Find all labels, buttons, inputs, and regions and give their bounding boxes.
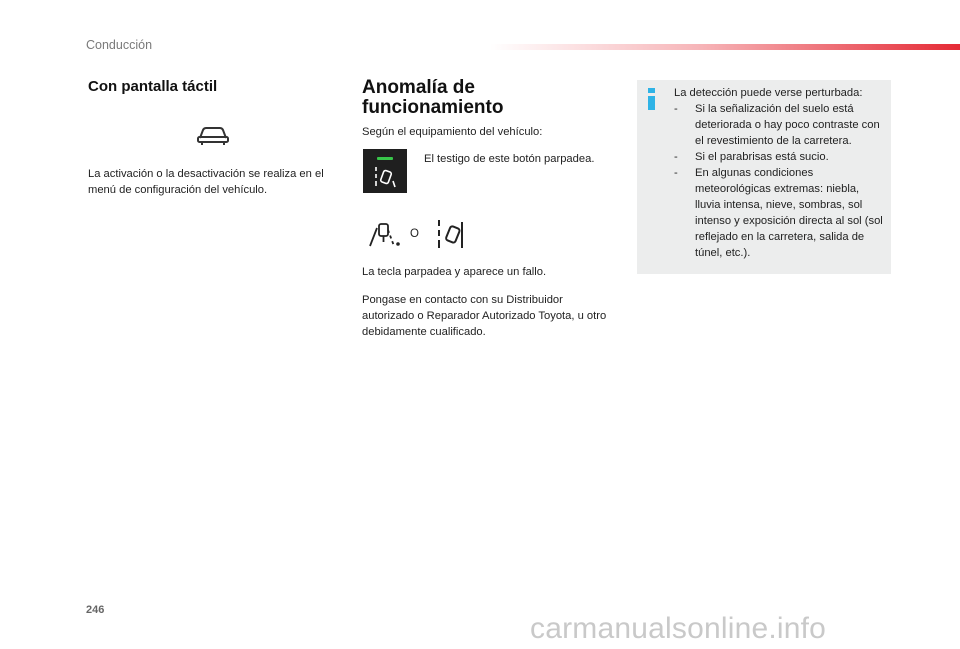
button-led (377, 157, 393, 160)
contact-text: Pongase en contacto con su Distribuidor autorizado o Reparador Autorizado Toyota, u otro debidamente cualificado. (362, 294, 607, 338)
info-intro: La detección puede verse perturbada: (674, 87, 863, 99)
info-note-box (637, 80, 891, 274)
lane-assist-button-image (363, 149, 407, 193)
lane-keep-fault-icon (436, 218, 468, 252)
touchscreen-section (88, 78, 346, 95)
touchscreen-text: La activación o la desactivación se realiza en el menú de configuración del vehículo. (88, 168, 324, 196)
equipment-intro: Según el equipamiento del vehículo: (362, 126, 543, 138)
lane-departure-warning-icon (368, 222, 402, 248)
button-blink-text: El testigo de este botón parpadea. (424, 153, 595, 165)
touchscreen-heading: Con pantalla táctil (88, 78, 218, 95)
fault-text: La tecla parpadea y aparece un fallo. (362, 266, 547, 278)
lane-keep-icon (373, 165, 397, 189)
info-list-item: - Si el parabrisas está sucio. (674, 149, 886, 165)
or-text: O (410, 228, 419, 240)
info-icon (647, 88, 656, 110)
header-accent-bar (490, 44, 960, 50)
watermark: carmanualsonline.info (530, 612, 827, 645)
section-title: Conducción (86, 38, 153, 52)
info-list (674, 101, 886, 261)
page-number: 246 (86, 604, 105, 616)
info-list-item: - En algunas condiciones meteorológicas extremas: niebla, lluvia intensa, nieve, sombras, sol intenso y exposición directa al sol (sol reflejado en la carretera, salida de túnel, etc.). (674, 165, 886, 261)
info-list-item: - Si la señalización del suelo está deteriorada o hay poco contraste con el revestimiento de la carretera. (674, 101, 886, 149)
malfunction-title: Anomalía de funcionamiento (362, 77, 504, 118)
car-icon (196, 124, 230, 146)
